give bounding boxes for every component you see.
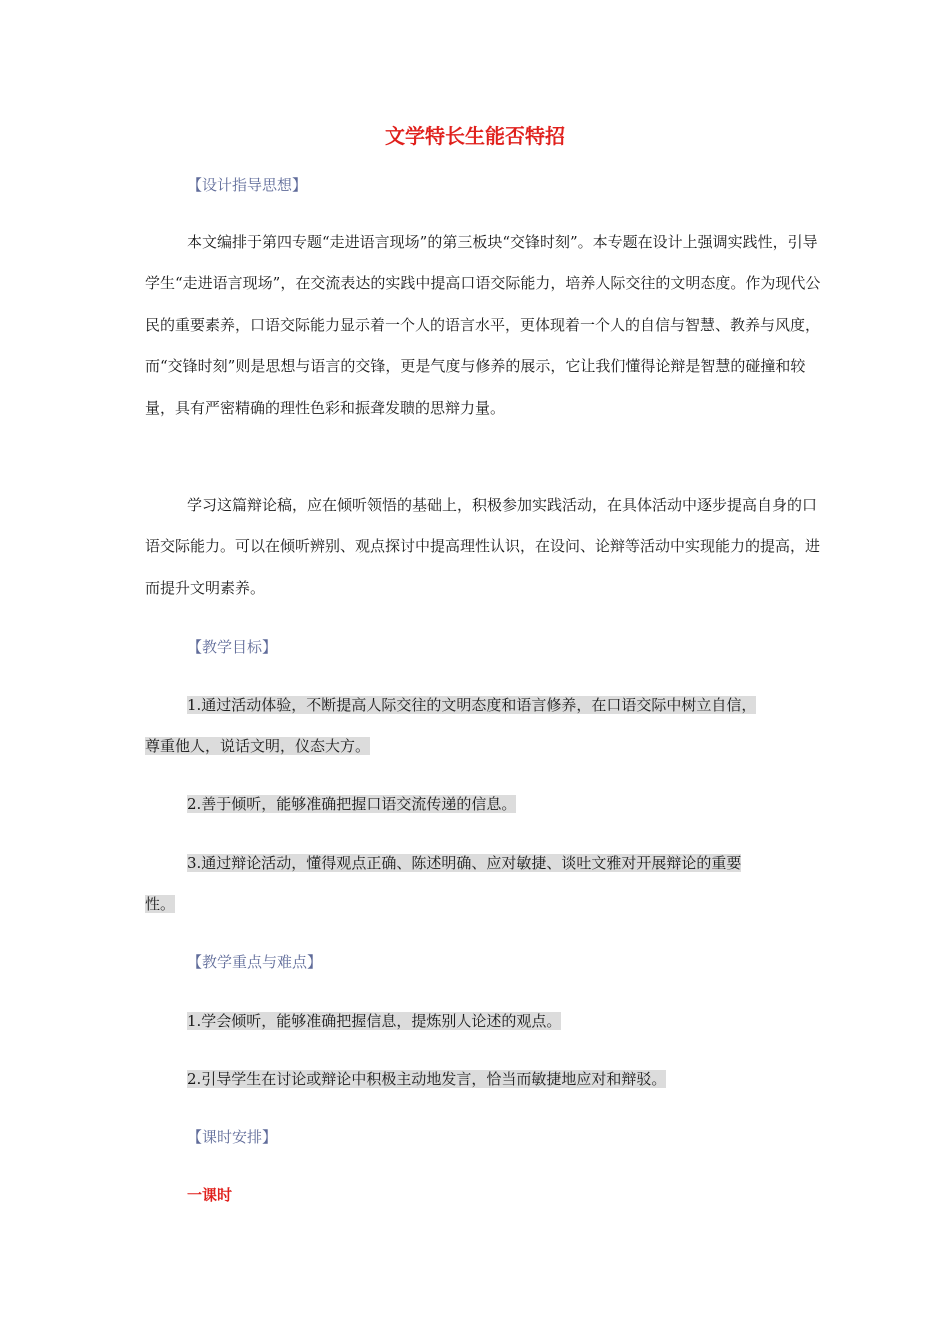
focus-item-1: 1.学会倾听，能够准确把握信息，提炼别人论述的观点。 [187,1012,562,1030]
goal-item-1-line-1: 1.通过活动体验，不断提高人际交往的文明态度和语言修养，在口语交际中树立自信， [187,696,757,714]
goal-item-1-line-2: 尊重他人，说话文明，仪态大方。 [145,737,371,755]
goal-item-3-line-1: 3.通过辩论活动，懂得观点正确、陈述明确、应对敏捷、谈吐文雅对开展辩论的重要 [187,854,742,872]
section-heading-schedule: 【课时安排】 [187,1128,278,1146]
document-title: 文学特长生能否特招 [385,124,565,148]
design-paragraph-1: 本文编排于第四专题“走进语言现场”的第三板块“交锋时刻”。本专题在设计上强调实践性，引导学生“走进语言现场”，在交流表达的实践中提高口语交际能力，培养人际交往的文明态度。作为现代公民的重要素养，口语交际能力显示着一个人的语言水平，更体现着一个人的自信与智慧、教养与风度，而“交锋时刻”则是思想与语言的交锋，更是气度与修养的展示，它让我们懂得论辩是智慧的碰撞和较量，具有严密精确的理性色彩和振聋发聩的思辩力量。 [145,233,821,417]
schedule-value: 一课时 [187,1186,233,1204]
design-paragraph-2: 学习这篇辩论稿，应在倾听领悟的基础上，积极参加实践活动，在具体活动中逐步提高自身的口语交际能力。可以在倾听辨别、观点探讨中提高理性认识，在设问、论辩等活动中实现能力的提高，进而提升文明素养。 [145,496,821,597]
section-heading-focus: 【教学重点与难点】 [187,953,323,971]
goal-item-2: 2.善于倾听，能够准确把握口语交流传递的信息。 [187,795,517,813]
focus-item-2: 2.引导学生在讨论或辩论中积极主动地发言，恰当而敏捷地应对和辩驳。 [187,1070,667,1088]
section-heading-goals: 【教学目标】 [187,638,278,656]
goal-item-3-line-2: 性。 [145,895,176,913]
section-heading-design: 【设计指导思想】 [187,176,308,194]
